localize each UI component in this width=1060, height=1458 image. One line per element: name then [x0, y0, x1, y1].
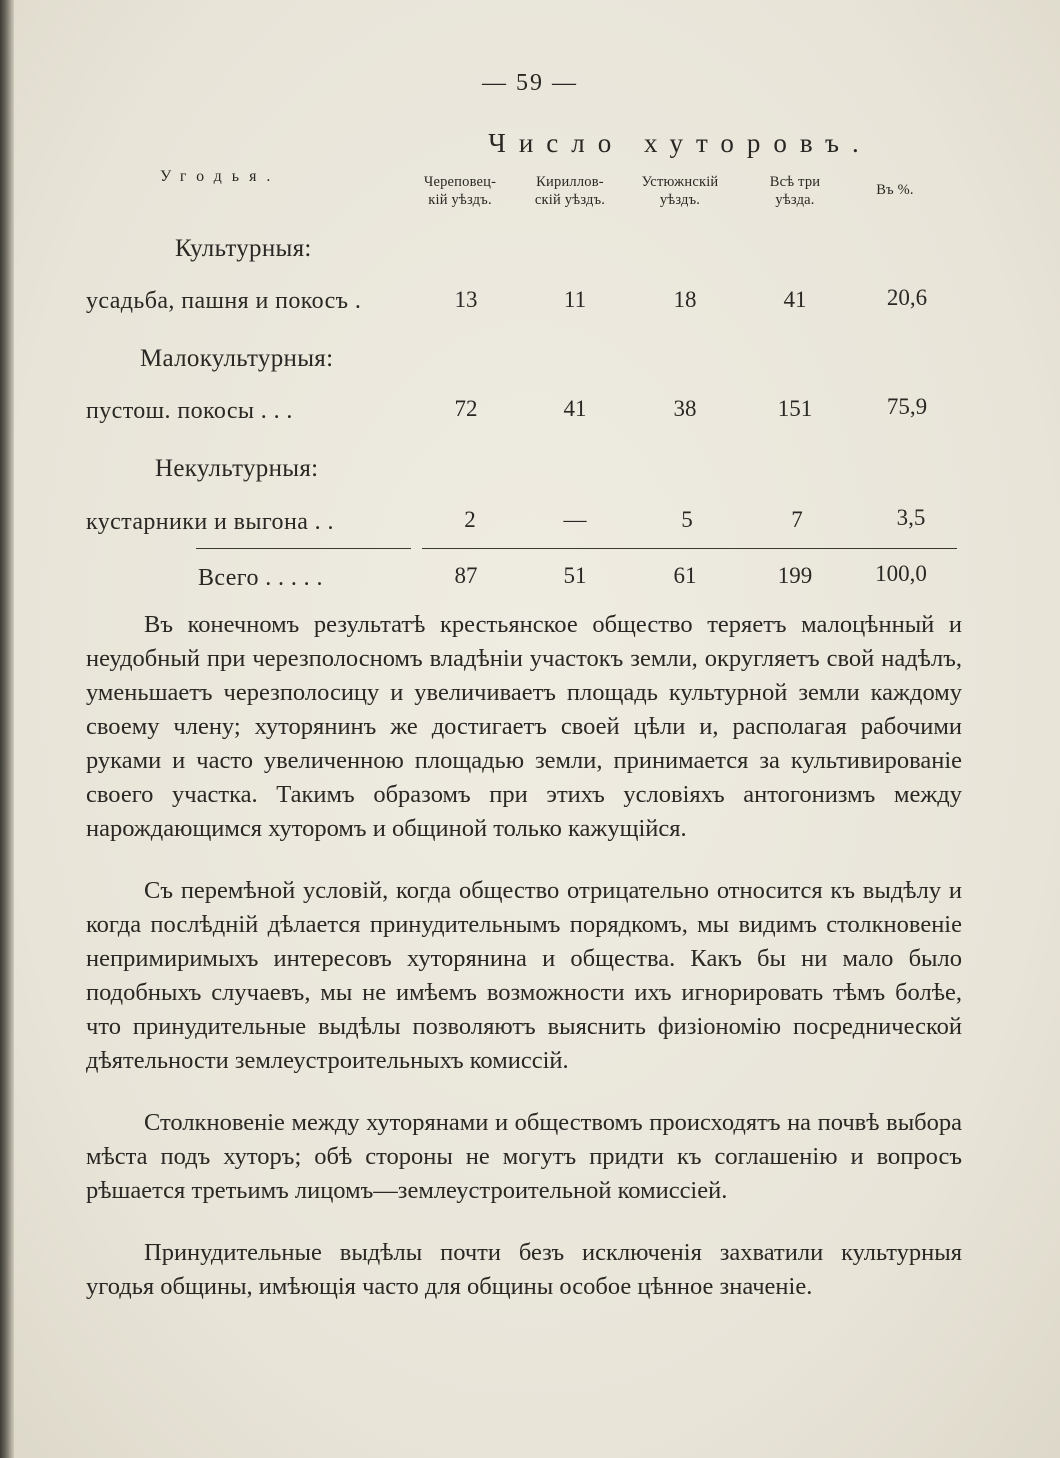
cell-value: —	[563, 507, 587, 532]
cell-value: 72	[454, 396, 478, 421]
row-label: усадьба, пашня и покосъ .	[86, 288, 362, 314]
cell-value: 199	[777, 563, 813, 588]
category-cultivated: Культурныя:	[175, 235, 312, 262]
total-rule-left	[196, 548, 411, 549]
paragraph: Въ конечномъ результатѣ крестьянское общество теряетъ малоцѣнный и неудобный при черезполосномъ владѣніи участокъ земли, округляетъ свой надѣлъ, уменьшаетъ черезполосицу и увеличиваетъ площадь культурной земли каждому своему члену; хуторянинъ же достигаетъ своей цѣли и, располагая рабочими руками и часто увеличенною площадью земли, принимается за культивированіе своего участка. Такимъ образомъ при этихъ условіяхъ антогонизмъ между нарождающимся хуторомъ и общиной только кажущійся.	[86, 611, 962, 842]
total-rule-right	[422, 548, 957, 549]
cell-value: 2	[464, 507, 476, 532]
cell-value: 51	[563, 563, 587, 588]
column-header-line: скій уѣздъ.	[534, 192, 606, 208]
cell-value: 100,0	[875, 561, 927, 586]
column-header-land: Угодья.	[160, 168, 281, 185]
cell-value: 41	[563, 396, 587, 421]
category-uncultivated: Некультурныя:	[155, 455, 319, 482]
row-label: кустарники и выгона . .	[86, 509, 334, 535]
cell-value: 151	[777, 396, 813, 421]
paragraph: Столкновеніе между хуторянами и обществомъ происходятъ на почвѣ выбора мѣста подъ хуторъ; обѣ стороны не могутъ придти къ соглашенію и вопросъ рѣшается третьимъ лицомъ—землеустроительной комиссіей.	[86, 1109, 962, 1204]
body-text	[86, 608, 962, 1332]
column-header-line: кій уѣздъ.	[428, 192, 492, 208]
table-heading: Число хуторовъ.	[488, 128, 872, 158]
cell-value: 20,6	[886, 285, 928, 310]
column-header-cherepovets	[405, 173, 515, 209]
column-header-percent	[850, 181, 940, 199]
cell-value: 18	[673, 287, 697, 312]
column-header-line: Всѣ три	[769, 174, 821, 190]
category-semi-cultivated: Малокультурныя:	[140, 345, 334, 372]
column-header-line: Устюжнскій	[641, 174, 719, 190]
paragraph: Съ перемѣной условій, когда общество отрицательно относится къ выдѣлу и когда послѣдній дѣлается принудительнымъ порядкомъ, мы видимъ столкновеніе непримиримыхъ интересовъ хуторянина и общества. Какъ бы ни мало было подобныхъ случаевъ, мы не имѣемъ возможности ихъ игнорировать тѣмъ болѣе, что принудительные выдѣлы позволяютъ выяснить физіономію посреднической дѣятельности землеустроительныхъ комиссій.	[86, 877, 962, 1074]
cell-value: 38	[673, 396, 697, 421]
cell-value: 61	[673, 563, 697, 588]
column-header-line: уѣздъ.	[659, 192, 701, 208]
column-header-ustyuzhna	[625, 173, 735, 209]
column-header-line: уѣзда.	[775, 192, 815, 208]
column-header-kirillov	[515, 173, 625, 209]
column-header-line: Кириллов-	[536, 174, 604, 190]
row-label: пустош. покосы . . .	[86, 398, 293, 424]
column-header-line: Череповец-	[423, 174, 497, 190]
page-number: — 59 —	[482, 70, 578, 96]
cell-value: 11	[563, 287, 587, 312]
cell-value: 7	[791, 507, 803, 532]
cell-value: 3,5	[896, 505, 926, 530]
column-header-all-three	[740, 173, 850, 209]
cell-value: 75,9	[886, 394, 928, 419]
page-binding-edge	[0, 0, 14, 1458]
total-label: Всего . . . . .	[198, 565, 323, 591]
cell-value: 87	[454, 563, 478, 588]
cell-value: 41	[783, 287, 807, 312]
paragraph: Принудительные выдѣлы почти безъ исключенія захватили культурныя угодья общины, имѣющія часто для общины особое цѣнное значеніе.	[86, 1239, 962, 1300]
cell-value: 5	[681, 507, 693, 532]
cell-value: 13	[454, 287, 478, 312]
column-header-line: Въ %.	[876, 182, 914, 198]
